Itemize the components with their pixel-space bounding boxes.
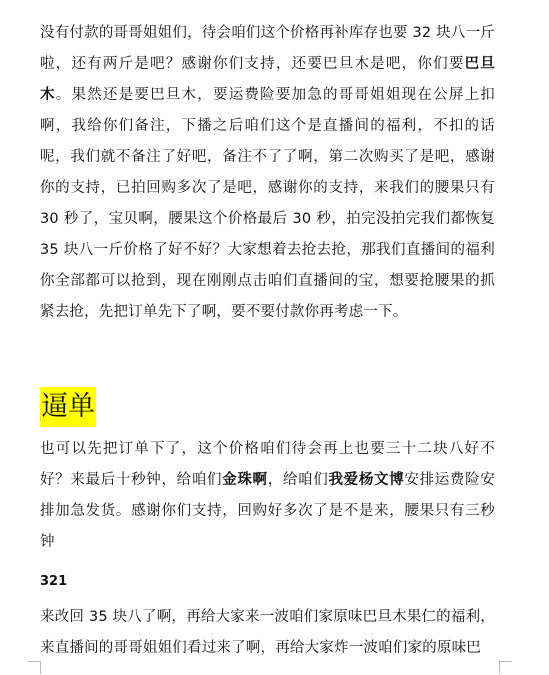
text-run: 。果然还是要巴旦木，要运费险要加急的哥哥姐姐现在公屏上扣啊，我给你们备注，下播之后咱们这个是直播间的福利，不扣的话呢，我们就不备注了好吧，备注不了了啊，第二次购买了是吧，感谢你的支持，已拍回购多次了是吧，感谢你的支持，来我们的腰果只有 30 秒了，宝贝啊，腰果这个价格最后 30 秒，拍完没拍完我们都恢复 35 块八一斤价格了好不好？大家想着去抢去抢，那我们直播间的福利你全部都可以抢到，现在刚刚点击咱们直播间的宝，想要抢腰果的抓紧去抢，先把订单先下了啊，要不要付款你再考虑一下。 [40, 87, 495, 320]
section-number: 321 [40, 574, 68, 589]
bold-text-run: 我爱杨文博 [328, 472, 405, 488]
paragraph-3 [40, 602, 495, 664]
text-run: 也可以先把订单下了，这个价格咱们待会再上也要三十二块八好不好？来最后十秒钟，给咱们 [40, 441, 495, 488]
bold-text-run: 金珠啊 [222, 472, 268, 488]
text-run: 安排运费险安排加急发货。感谢你们支持，回购好多次了是不是来，腰果只有三秒钟 [40, 472, 495, 550]
margin-corner-mark-left [28, 661, 41, 674]
bold-text-run: 巴旦木 [40, 56, 495, 103]
text-run: 没有付款的哥哥姐姐们，待会咱们这个价格再补库存也要 32 块八一斤啦，还有两斤是吧？感谢你们支持，还要巴旦木是吧，你们要 [40, 25, 495, 72]
text-run: 来改回 35 块八了啊，再给大家来一波咱们家原味巴旦木果仁的福利，来直播间的哥哥姐姐们看过来了啊，再给大家炸一波咱们家的原味巴 [40, 609, 495, 656]
paragraph-2 [40, 434, 495, 558]
paragraph-1 [40, 18, 495, 328]
section-heading: 逼单 [40, 387, 96, 427]
text-run: ，给咱们 [267, 472, 329, 488]
margin-corner-mark-right [499, 661, 512, 674]
